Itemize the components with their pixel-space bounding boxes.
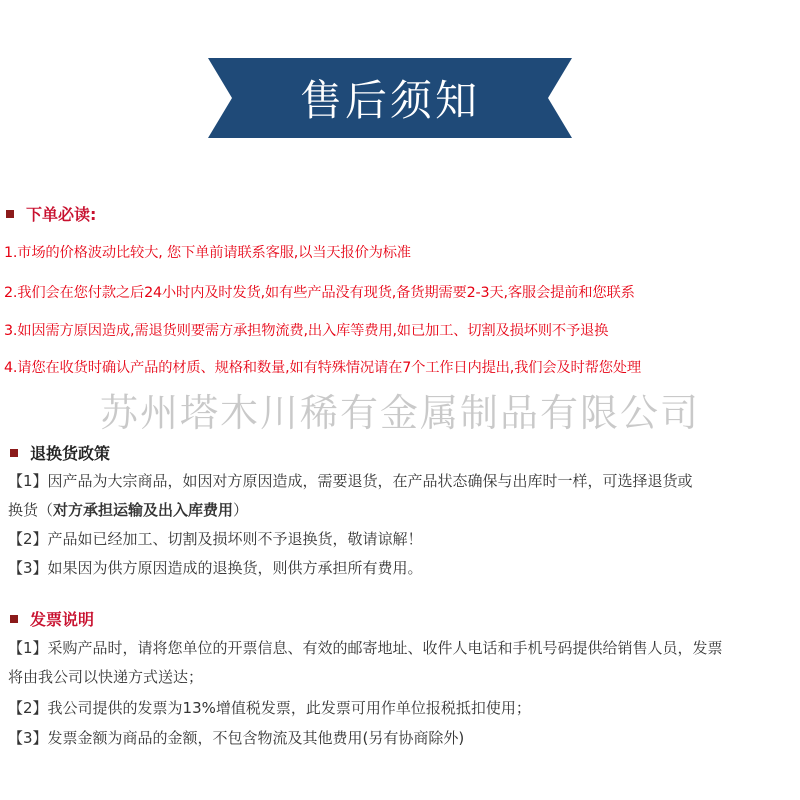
notice-item-1: 1.市场的价格波动比较大, 您下单前请联系客服,以当天报价为标准 — [4, 245, 411, 261]
notice-item-2: 2.我们会在您付款之后24小时内及时发货,如有些产品没有现货,备货期需要2-3天,客服会提前和您联系 — [4, 285, 635, 301]
notice-heading — [6, 202, 96, 225]
invoice-item-1-line-2: 将由我公司以快递方式送达； — [8, 668, 204, 686]
invoice-heading — [10, 607, 94, 630]
banner-title: 售后须知 — [299, 76, 480, 125]
square-bullet-icon — [10, 615, 18, 623]
returns-item-1-suffix: ） — [233, 501, 249, 519]
invoice-item-1-line-1: 【1】采购产品时，请将您单位的开票信息、有效的邮寄地址、收件人电话和手机号码提供给销售人员，发票 — [8, 639, 723, 657]
invoice-item-2: 【2】我公司提供的发票为13%增值税发票，此发票可用作单位报税抵扣使用； — [8, 699, 531, 717]
returns-item-3: 【3】如果因为供方原因造成的退换货，则供方承担所有费用。 — [8, 559, 423, 577]
notice-item-4: 4.请您在收货时确认产品的材质、规格和数量,如有特殊情况请在7个工作日内提出,我们会及时帮您处理 — [4, 360, 641, 376]
company-watermark: 苏州塔木川稀有金属制品有限公司 — [99, 391, 700, 435]
returns-item-1-bold: 对方承担运输及出入库费用 — [53, 501, 234, 519]
title-banner — [208, 58, 572, 138]
invoice-item-3: 【3】发票金额为商品的金额，不包含物流及其他费用(另有协商除外) — [8, 729, 465, 747]
returns-heading — [10, 441, 110, 464]
returns-item-1-line-1: 【1】因产品为大宗商品，如因对方原因造成，需要退货，在产品状态确保与出库时一样，可选择退货或 — [8, 472, 693, 490]
returns-item-1-line-2 — [8, 499, 248, 520]
notice-item-3: 3.如因需方原因造成,需退货则要需方承担物流费,出入库等费用,如已加工、切割及损坏则不予退换 — [4, 323, 609, 339]
square-bullet-icon — [10, 449, 18, 457]
square-bullet-icon — [6, 210, 14, 218]
notice-heading-text: 下单必读: — [26, 205, 97, 224]
invoice-heading-text: 发票说明 — [30, 610, 95, 629]
returns-item-1-prefix: 换货（ — [8, 501, 54, 519]
returns-item-2: 【2】产品如已经加工、切割及损坏则不予退换货，敬请谅解！ — [8, 530, 423, 548]
returns-heading-text: 退换货政策 — [30, 444, 111, 463]
